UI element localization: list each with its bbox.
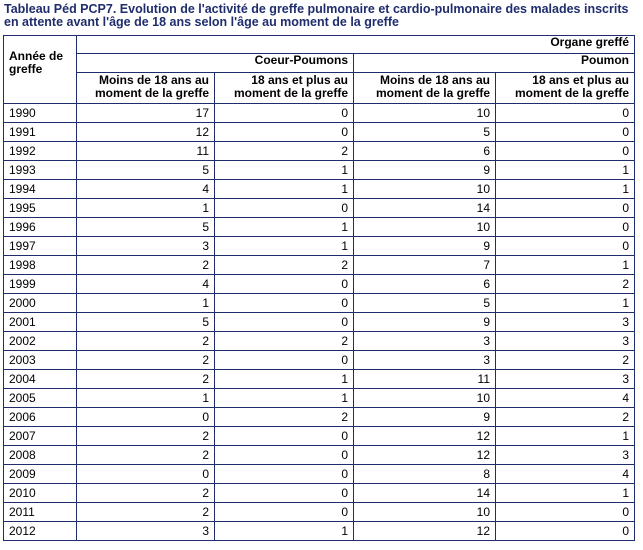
group-header-poumon: Poumon (354, 54, 635, 73)
table-row (4, 408, 635, 427)
value-cell: 0 (496, 503, 635, 522)
value-cell: 4 (496, 465, 635, 484)
value-cell: 0 (215, 199, 354, 218)
value-cell: 9 (354, 161, 496, 180)
value-cell: 0 (215, 484, 354, 503)
year-cell: 2004 (4, 370, 77, 389)
table-row (4, 351, 635, 370)
value-cell: 14 (354, 484, 496, 503)
table-row (4, 104, 635, 123)
value-cell: 2 (77, 427, 215, 446)
year-column-header: Année de greffe (4, 36, 77, 104)
value-cell: 12 (354, 446, 496, 465)
year-cell: 2006 (4, 408, 77, 427)
value-cell: 4 (77, 180, 215, 199)
header-row-age (4, 73, 635, 104)
value-cell: 3 (354, 351, 496, 370)
value-cell: 3 (77, 522, 215, 541)
year-cell: 2003 (4, 351, 77, 370)
table-row (4, 484, 635, 503)
year-cell: 1999 (4, 275, 77, 294)
value-cell: 2 (496, 408, 635, 427)
value-cell: 2 (496, 275, 635, 294)
value-cell: 0 (215, 294, 354, 313)
table-body (4, 104, 635, 541)
year-cell: 1992 (4, 142, 77, 161)
value-cell: 1 (215, 237, 354, 256)
subheader-cp-under18: Moins de 18 ans au moment de la greffe (77, 73, 215, 104)
table-row (4, 427, 635, 446)
value-cell: 7 (354, 256, 496, 275)
value-cell: 1 (215, 370, 354, 389)
value-cell: 17 (77, 104, 215, 123)
value-cell: 1 (215, 389, 354, 408)
year-cell: 2002 (4, 332, 77, 351)
value-cell: 0 (496, 237, 635, 256)
group-header-coeur-poumons: Coeur-Poumons (77, 54, 354, 73)
value-cell: 3 (354, 332, 496, 351)
table-row (4, 218, 635, 237)
value-cell: 2 (215, 332, 354, 351)
value-cell: 10 (354, 389, 496, 408)
value-cell: 10 (354, 218, 496, 237)
value-cell: 2 (77, 351, 215, 370)
table-row (4, 142, 635, 161)
value-cell: 0 (77, 465, 215, 484)
value-cell: 3 (496, 370, 635, 389)
value-cell: 1 (215, 522, 354, 541)
year-cell: 2000 (4, 294, 77, 313)
year-cell: 2001 (4, 313, 77, 332)
value-cell: 1 (77, 294, 215, 313)
value-cell: 1 (215, 161, 354, 180)
value-cell: 2 (77, 446, 215, 465)
value-cell: 9 (354, 408, 496, 427)
value-cell: 9 (354, 237, 496, 256)
value-cell: 12 (77, 123, 215, 142)
value-cell: 0 (215, 123, 354, 142)
value-cell: 1 (496, 161, 635, 180)
value-cell: 3 (77, 237, 215, 256)
value-cell: 4 (496, 389, 635, 408)
year-cell: 2005 (4, 389, 77, 408)
value-cell: 0 (215, 351, 354, 370)
value-cell: 1 (496, 484, 635, 503)
year-cell: 2008 (4, 446, 77, 465)
value-cell: 0 (77, 408, 215, 427)
table-header (4, 36, 635, 104)
value-cell: 1 (77, 389, 215, 408)
value-cell: 2 (77, 484, 215, 503)
year-cell: 2007 (4, 427, 77, 446)
value-cell: 3 (496, 446, 635, 465)
year-cell: 1991 (4, 123, 77, 142)
table-row (4, 389, 635, 408)
data-table (3, 35, 635, 541)
year-cell: 1997 (4, 237, 77, 256)
value-cell: 3 (496, 313, 635, 332)
value-cell: 3 (496, 332, 635, 351)
value-cell: 0 (496, 104, 635, 123)
value-cell: 0 (215, 465, 354, 484)
value-cell: 0 (496, 123, 635, 142)
value-cell: 2 (77, 370, 215, 389)
value-cell: 0 (496, 199, 635, 218)
value-cell: 1 (496, 294, 635, 313)
year-cell: 1993 (4, 161, 77, 180)
value-cell: 0 (496, 218, 635, 237)
value-cell: 0 (215, 503, 354, 522)
table-row (4, 313, 635, 332)
value-cell: 5 (354, 123, 496, 142)
header-row-organ (4, 36, 635, 54)
value-cell: 12 (354, 522, 496, 541)
table-row (4, 465, 635, 484)
year-cell: 1998 (4, 256, 77, 275)
table-row (4, 503, 635, 522)
header-row-groups (4, 54, 635, 73)
value-cell: 1 (215, 218, 354, 237)
value-cell: 9 (354, 313, 496, 332)
value-cell: 5 (77, 218, 215, 237)
value-cell: 5 (354, 294, 496, 313)
year-cell: 1994 (4, 180, 77, 199)
value-cell: 0 (215, 275, 354, 294)
value-cell: 0 (496, 522, 635, 541)
table-row (4, 237, 635, 256)
value-cell: 2 (77, 503, 215, 522)
value-cell: 0 (215, 313, 354, 332)
title-line-1: Tableau Péd PCP7. Evolution de l'activité de greffe pulmonaire et cardio-pulmonaire des malades inscrits (4, 2, 629, 16)
table-row (4, 522, 635, 541)
table-title (0, 0, 643, 30)
value-cell: 1 (496, 180, 635, 199)
table-row (4, 199, 635, 218)
value-cell: 12 (354, 427, 496, 446)
value-cell: 2 (215, 256, 354, 275)
table-row (4, 256, 635, 275)
year-cell: 2011 (4, 503, 77, 522)
value-cell: 0 (496, 142, 635, 161)
organ-header: Organe greffé (77, 36, 635, 54)
subheader-cp-18plus: 18 ans et plus au moment de la greffe (215, 73, 354, 104)
value-cell: 2 (215, 408, 354, 427)
value-cell: 2 (77, 256, 215, 275)
value-cell: 0 (215, 427, 354, 446)
value-cell: 5 (77, 161, 215, 180)
year-cell: 2010 (4, 484, 77, 503)
value-cell: 6 (354, 142, 496, 161)
table-row (4, 370, 635, 389)
value-cell: 0 (215, 104, 354, 123)
value-cell: 2 (215, 142, 354, 161)
table-row (4, 332, 635, 351)
value-cell: 14 (354, 199, 496, 218)
table-row (4, 294, 635, 313)
value-cell: 10 (354, 180, 496, 199)
value-cell: 2 (496, 351, 635, 370)
table-row (4, 275, 635, 294)
value-cell: 4 (77, 275, 215, 294)
table-row (4, 446, 635, 465)
table-row (4, 123, 635, 142)
value-cell: 10 (354, 503, 496, 522)
table-row (4, 161, 635, 180)
value-cell: 5 (77, 313, 215, 332)
title-line-2: en attente avant l'âge de 18 ans selon l'âge au moment de la greffe (4, 15, 399, 29)
subheader-p-under18: Moins de 18 ans au moment de la greffe (354, 73, 496, 104)
value-cell: 1 (496, 427, 635, 446)
value-cell: 8 (354, 465, 496, 484)
value-cell: 2 (77, 332, 215, 351)
year-cell: 1995 (4, 199, 77, 218)
year-cell: 2012 (4, 522, 77, 541)
year-cell: 1996 (4, 218, 77, 237)
year-cell: 1990 (4, 104, 77, 123)
value-cell: 6 (354, 275, 496, 294)
value-cell: 1 (496, 256, 635, 275)
value-cell: 1 (77, 199, 215, 218)
value-cell: 0 (215, 446, 354, 465)
subheader-p-18plus: 18 ans et plus au moment de la greffe (496, 73, 635, 104)
value-cell: 11 (354, 370, 496, 389)
year-cell: 2009 (4, 465, 77, 484)
table-row (4, 180, 635, 199)
value-cell: 10 (354, 104, 496, 123)
value-cell: 11 (77, 142, 215, 161)
value-cell: 1 (215, 180, 354, 199)
